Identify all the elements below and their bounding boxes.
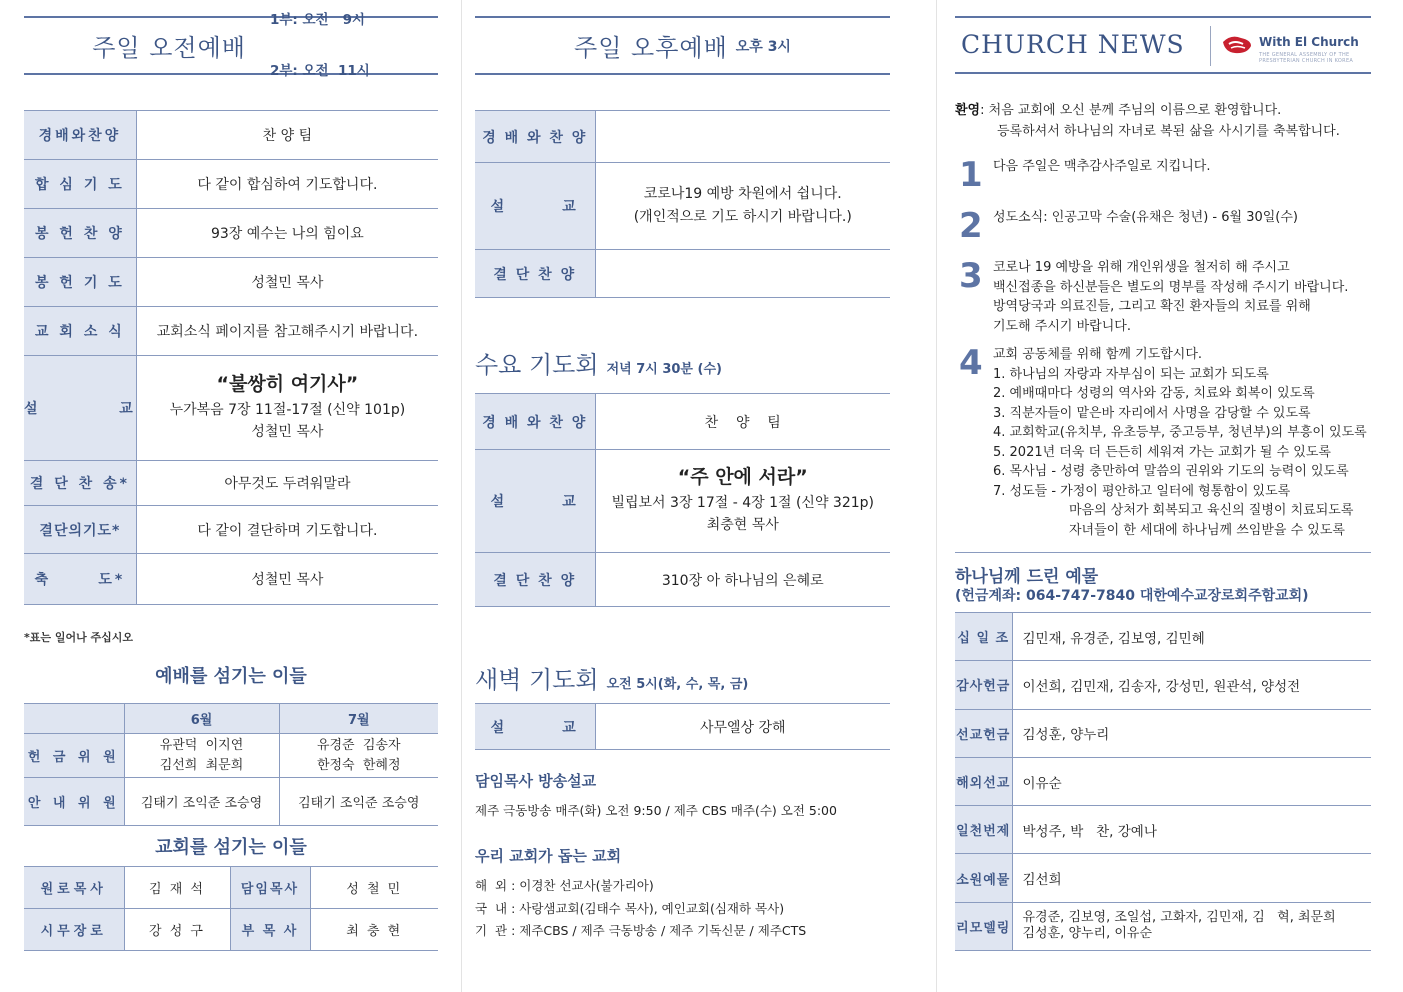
row-label: 부 목 사 bbox=[230, 909, 310, 951]
afternoon-title: 주일 오후예배 bbox=[574, 34, 728, 62]
month-header: 6월 bbox=[124, 704, 279, 734]
row-value: 다 같이 결단하며 기도합니다. bbox=[136, 506, 438, 554]
row-value: 박성주, 박 찬, 강예나 bbox=[1012, 806, 1371, 854]
dawn-title: 새벽 기도회 bbox=[475, 666, 599, 694]
notice-line: 성도소식: 인공고막 수술(유채은 청년) - 6월 30일(수) bbox=[993, 210, 1299, 225]
church-servers-table bbox=[24, 866, 438, 951]
notice-line: 기도해 주시기 바랍니다. bbox=[993, 318, 1131, 334]
row-value: 김선희 bbox=[1012, 854, 1371, 902]
row-value: 310장 아 하나님의 은혜로 bbox=[595, 553, 890, 607]
row-label: 시무장로 bbox=[24, 909, 124, 951]
table-row bbox=[24, 160, 438, 209]
logo-text: With El Church bbox=[1259, 35, 1359, 49]
support-title: 우리 교회가 돕는 교회 bbox=[475, 847, 622, 865]
month-header: 7월 bbox=[279, 704, 438, 734]
table-row bbox=[475, 111, 890, 163]
broadcast-text: 제주 극동방송 매주(화) 오전 9:50 / 제주 CBS 매주(수) 오전 5:00 bbox=[475, 803, 837, 818]
support-line: 국 내 : 사랑샘교회(김태수 목사), 예인교회(심재하 목사) bbox=[475, 901, 785, 916]
wednesday-order-table bbox=[475, 393, 890, 607]
notice-line: 교회 공동체를 위해 함께 기도합시다. bbox=[993, 347, 1203, 362]
dawn-header bbox=[475, 660, 748, 695]
news-header bbox=[955, 16, 1371, 74]
morning-column bbox=[24, 0, 438, 992]
table-row bbox=[24, 258, 438, 307]
table-row bbox=[475, 704, 890, 750]
section-divider bbox=[955, 552, 1371, 553]
afternoon-column bbox=[475, 0, 890, 992]
row-label: 봉 헌 기 도 bbox=[24, 258, 136, 307]
row-label: 경배와찬양 bbox=[24, 111, 136, 160]
logo-subtext: THE GENERAL ASSEMBLY OF THE PRESBYTERIAN CHURCH IN KOREA bbox=[1259, 52, 1354, 64]
table-row bbox=[955, 757, 1371, 805]
notice-number: 2 bbox=[959, 206, 983, 246]
row-value bbox=[1012, 902, 1371, 950]
morning-title: 주일 오전예배 bbox=[92, 34, 246, 62]
sermon-title: “주 안에 서라” bbox=[677, 466, 808, 488]
row-label: 설 교 bbox=[475, 163, 595, 250]
row-label: 결 단 찬 양 bbox=[475, 250, 595, 298]
table-row bbox=[24, 554, 438, 605]
notice-text bbox=[993, 345, 1371, 540]
table-row bbox=[24, 461, 438, 506]
row-value: 최 충 현 bbox=[310, 909, 438, 951]
table-row bbox=[475, 450, 890, 553]
table-row bbox=[24, 704, 438, 734]
notice-line: 4. 교회학교(유치부, 유초등부, 중고등부, 청년부)의 부흥이 있도록 bbox=[993, 425, 1367, 440]
row-label: 선교헌금 bbox=[955, 709, 1012, 757]
offering-july bbox=[279, 734, 438, 778]
row-value: 다 같이 합심하여 기도합니다. bbox=[136, 160, 438, 209]
row-value: 김민재, 유경준, 김보영, 김민혜 bbox=[1012, 613, 1371, 661]
column-divider bbox=[461, 0, 462, 992]
name-line: 유경준 김송자 bbox=[316, 737, 401, 753]
notice-line: 자녀들이 한 세대에 하나님께 쓰임받을 수 있도록 bbox=[1069, 522, 1345, 538]
support-line: 해 외 : 이경찬 선교사(불가리아) bbox=[475, 878, 654, 893]
morning-time1: 1부: 오전 9시 bbox=[269, 11, 366, 28]
church-logo-icon bbox=[1221, 32, 1253, 56]
notice-line: 7. 성도들 - 가정이 평안하고 일터에 형통함이 있도록 bbox=[993, 483, 1291, 499]
table-row bbox=[24, 778, 438, 826]
row-label: 결 단 찬 송* bbox=[24, 461, 136, 506]
table-row bbox=[475, 553, 890, 607]
welcome-line: : 처음 교회에 오신 분께 주님의 이름으로 환영합니다. bbox=[980, 103, 1282, 118]
usher-june: 김태기 조익준 조승영 bbox=[124, 778, 279, 826]
notice-line: 5. 2021년 더욱 더 든든히 세워져 가는 교회가 될 수 있도록 bbox=[993, 444, 1331, 460]
table-row bbox=[955, 661, 1371, 709]
table-row bbox=[955, 806, 1371, 854]
name-line: 유경준, 김보영, 조일섭, 고화자, 김민재, 김 혁, 최문희 bbox=[1022, 910, 1336, 926]
broadcast-title: 담임목사 방송설교 bbox=[475, 772, 597, 790]
welcome-block bbox=[955, 100, 1371, 142]
sermon-title: “불쌍히 여기사” bbox=[216, 373, 359, 395]
notice-line: 마음의 상처가 회복되고 육신의 질병이 치료되도록 bbox=[1069, 503, 1354, 518]
row-label: 원로목사 bbox=[24, 867, 124, 909]
row-value: 성 철 민 bbox=[310, 867, 438, 909]
row-value bbox=[595, 163, 890, 250]
morning-times bbox=[270, 0, 370, 114]
notice-line: 코로나 19 예방을 위해 개인위생을 철저히 해 주시고 bbox=[993, 260, 1290, 275]
table-row bbox=[955, 854, 1371, 902]
notice-text bbox=[993, 258, 1371, 336]
usher-july: 김태기 조익준 조승영 bbox=[279, 778, 438, 826]
row-label: 축 도* bbox=[24, 554, 136, 605]
welcome-label: 환영 bbox=[955, 103, 981, 118]
notice-line: 코로나19 예방 차원에서 쉽니다. bbox=[643, 186, 842, 202]
notice-line: 3. 직분자들이 맡은바 자리에서 사명을 감당할 수 있도록 bbox=[993, 405, 1311, 421]
morning-time2: 2부: 오전 11시 bbox=[269, 62, 370, 79]
row-label: 합 심 기 도 bbox=[24, 160, 136, 209]
name-line: 김선희 최문희 bbox=[159, 757, 244, 773]
notice-text bbox=[993, 157, 1371, 177]
table-row bbox=[955, 902, 1371, 950]
table-row bbox=[24, 356, 438, 461]
offering-june bbox=[124, 734, 279, 778]
notice-number: 1 bbox=[959, 155, 983, 195]
row-value bbox=[595, 111, 890, 163]
row-label: 설 교 bbox=[24, 356, 136, 461]
row-value: 김성훈, 양누리 bbox=[1012, 709, 1371, 757]
morning-header bbox=[24, 11, 438, 79]
row-label: 일천번제 bbox=[955, 806, 1012, 854]
row-value: 아무것도 두려워말라 bbox=[136, 461, 438, 506]
row-label: 소원예물 bbox=[955, 854, 1012, 902]
name-line: 유관덕 이지연 bbox=[159, 737, 244, 753]
notice-line: 다음 주일은 맥추감사주일로 지킵니다. bbox=[993, 159, 1211, 174]
row-label: 결단의기도* bbox=[24, 506, 136, 554]
table-row bbox=[24, 734, 438, 778]
notice-line: 6. 목사님 - 성령 충만하여 말씀의 권위와 기도의 능력이 있도록 bbox=[993, 464, 1349, 479]
row-label: 결 단 찬 양 bbox=[475, 553, 595, 607]
blank-cell bbox=[24, 704, 124, 734]
sermon-cell bbox=[136, 356, 438, 461]
row-label: 감사헌금 bbox=[955, 661, 1012, 709]
support-line: 기 관 : 제주CBS / 제주 극동방송 / 제주 기독신문 / 제주CTS bbox=[475, 923, 807, 938]
sermon-reference: 빌립보서 3장 17절 - 4장 1절 (신약 321p) bbox=[611, 495, 874, 511]
preacher: 최충현 목사 bbox=[706, 517, 779, 533]
row-label: 안 내 위 원 bbox=[24, 778, 124, 826]
afternoon-time: 오후 3시 bbox=[735, 38, 791, 55]
row-label: 경 배 와 찬 양 bbox=[475, 394, 595, 450]
header-divider bbox=[1210, 26, 1211, 66]
table-row bbox=[24, 909, 438, 951]
morning-order-table bbox=[24, 110, 438, 605]
servers-title: 예배를 섬기는 이들 bbox=[155, 666, 307, 687]
row-label: 십 일 조 bbox=[955, 613, 1012, 661]
row-label: 해외선교 bbox=[955, 757, 1012, 805]
row-value: 찬 양 팀 bbox=[136, 111, 438, 160]
news-column bbox=[955, 0, 1371, 992]
column-divider bbox=[936, 0, 937, 992]
table-row bbox=[475, 250, 890, 298]
dawn-table bbox=[475, 703, 890, 750]
row-value: 이선희, 김민재, 김송자, 강성민, 원관석, 양성전 bbox=[1012, 661, 1371, 709]
row-value: 사무엘상 강해 bbox=[595, 704, 890, 750]
church-servers-title: 교회를 섬기는 이들 bbox=[155, 837, 307, 858]
row-label: 설 교 bbox=[475, 450, 595, 553]
row-value: 성철민 목사 bbox=[136, 554, 438, 605]
wednesday-header bbox=[475, 345, 722, 380]
row-label: 헌 금 위 원 bbox=[24, 734, 124, 778]
row-label: 담임목사 bbox=[230, 867, 310, 909]
notice-line: 방역당국과 의료진들, 그리고 확진 환자들의 치료를 위해 bbox=[993, 299, 1311, 314]
notice-line: 2. 예배때마다 성령의 역사와 감동, 치료와 회복이 있도록 bbox=[993, 386, 1315, 401]
offering-table bbox=[955, 612, 1371, 951]
row-label: 교 회 소 식 bbox=[24, 307, 136, 356]
afternoon-header bbox=[475, 16, 890, 75]
table-row bbox=[24, 209, 438, 258]
row-value: 김 재 석 bbox=[124, 867, 230, 909]
row-value: 교회소식 페이지를 참고해주시기 바랍니다. bbox=[136, 307, 438, 356]
table-row bbox=[955, 709, 1371, 757]
row-label: 리모델링 bbox=[955, 902, 1012, 950]
dawn-time: 오전 5시(화, 수, 목, 금) bbox=[606, 677, 749, 692]
wednesday-time: 저녁 7시 30분 (수) bbox=[606, 362, 722, 377]
name-line: 한정숙 한혜정 bbox=[316, 757, 401, 773]
table-row bbox=[24, 307, 438, 356]
preacher: 성철민 목사 bbox=[251, 424, 324, 440]
standing-note: *표는 일어나 주십시오 bbox=[24, 631, 134, 644]
news-title: CHURCH NEWS bbox=[961, 30, 1185, 59]
sermon-reference: 누가복음 7장 11절-17절 (신약 101p) bbox=[169, 402, 406, 418]
row-value: 이유순 bbox=[1012, 757, 1371, 805]
table-row bbox=[24, 506, 438, 554]
table-row bbox=[475, 394, 890, 450]
table-row bbox=[24, 867, 438, 909]
row-value: 93장 예수는 나의 힘이요 bbox=[136, 209, 438, 258]
table-row bbox=[955, 613, 1371, 661]
row-value: 찬 양 팀 bbox=[595, 394, 890, 450]
row-value: 강 성 구 bbox=[124, 909, 230, 951]
row-label: 봉 헌 찬 양 bbox=[24, 209, 136, 258]
afternoon-order-table bbox=[475, 110, 890, 298]
offering-title: 하나님께 드린 예물 bbox=[955, 567, 1099, 587]
row-value: 성철민 목사 bbox=[136, 258, 438, 307]
offering-account: (헌금계좌: 064-747-7840 대한예수교장로회주함교회) bbox=[955, 588, 1309, 604]
sermon-cell bbox=[595, 450, 890, 553]
welcome-line: 등록하셔서 하나님의 자녀로 복된 삶을 사시기를 축복합니다. bbox=[997, 124, 1340, 139]
row-label: 설 교 bbox=[475, 704, 595, 750]
wednesday-title: 수요 기도회 bbox=[475, 351, 599, 379]
notice-line: 백신접종을 하신분들은 별도의 명부를 작성해 주시기 바랍니다. bbox=[993, 279, 1349, 295]
notice-line: (개인적으로 기도 하시기 바랍니다.) bbox=[633, 209, 852, 225]
row-label: 경 배 와 찬 양 bbox=[475, 111, 595, 163]
notice-line: 1. 하나님의 자랑과 자부심이 되는 교회가 되도록 bbox=[993, 366, 1269, 382]
row-value bbox=[595, 250, 890, 298]
table-row bbox=[475, 163, 890, 250]
table-row bbox=[24, 111, 438, 160]
notice-text bbox=[993, 208, 1371, 228]
servers-table bbox=[24, 703, 438, 826]
notice-number: 3 bbox=[959, 256, 983, 296]
notice-number: 4 bbox=[959, 343, 983, 383]
name-line: 김성훈, 양누리, 이유순 bbox=[1022, 926, 1153, 942]
